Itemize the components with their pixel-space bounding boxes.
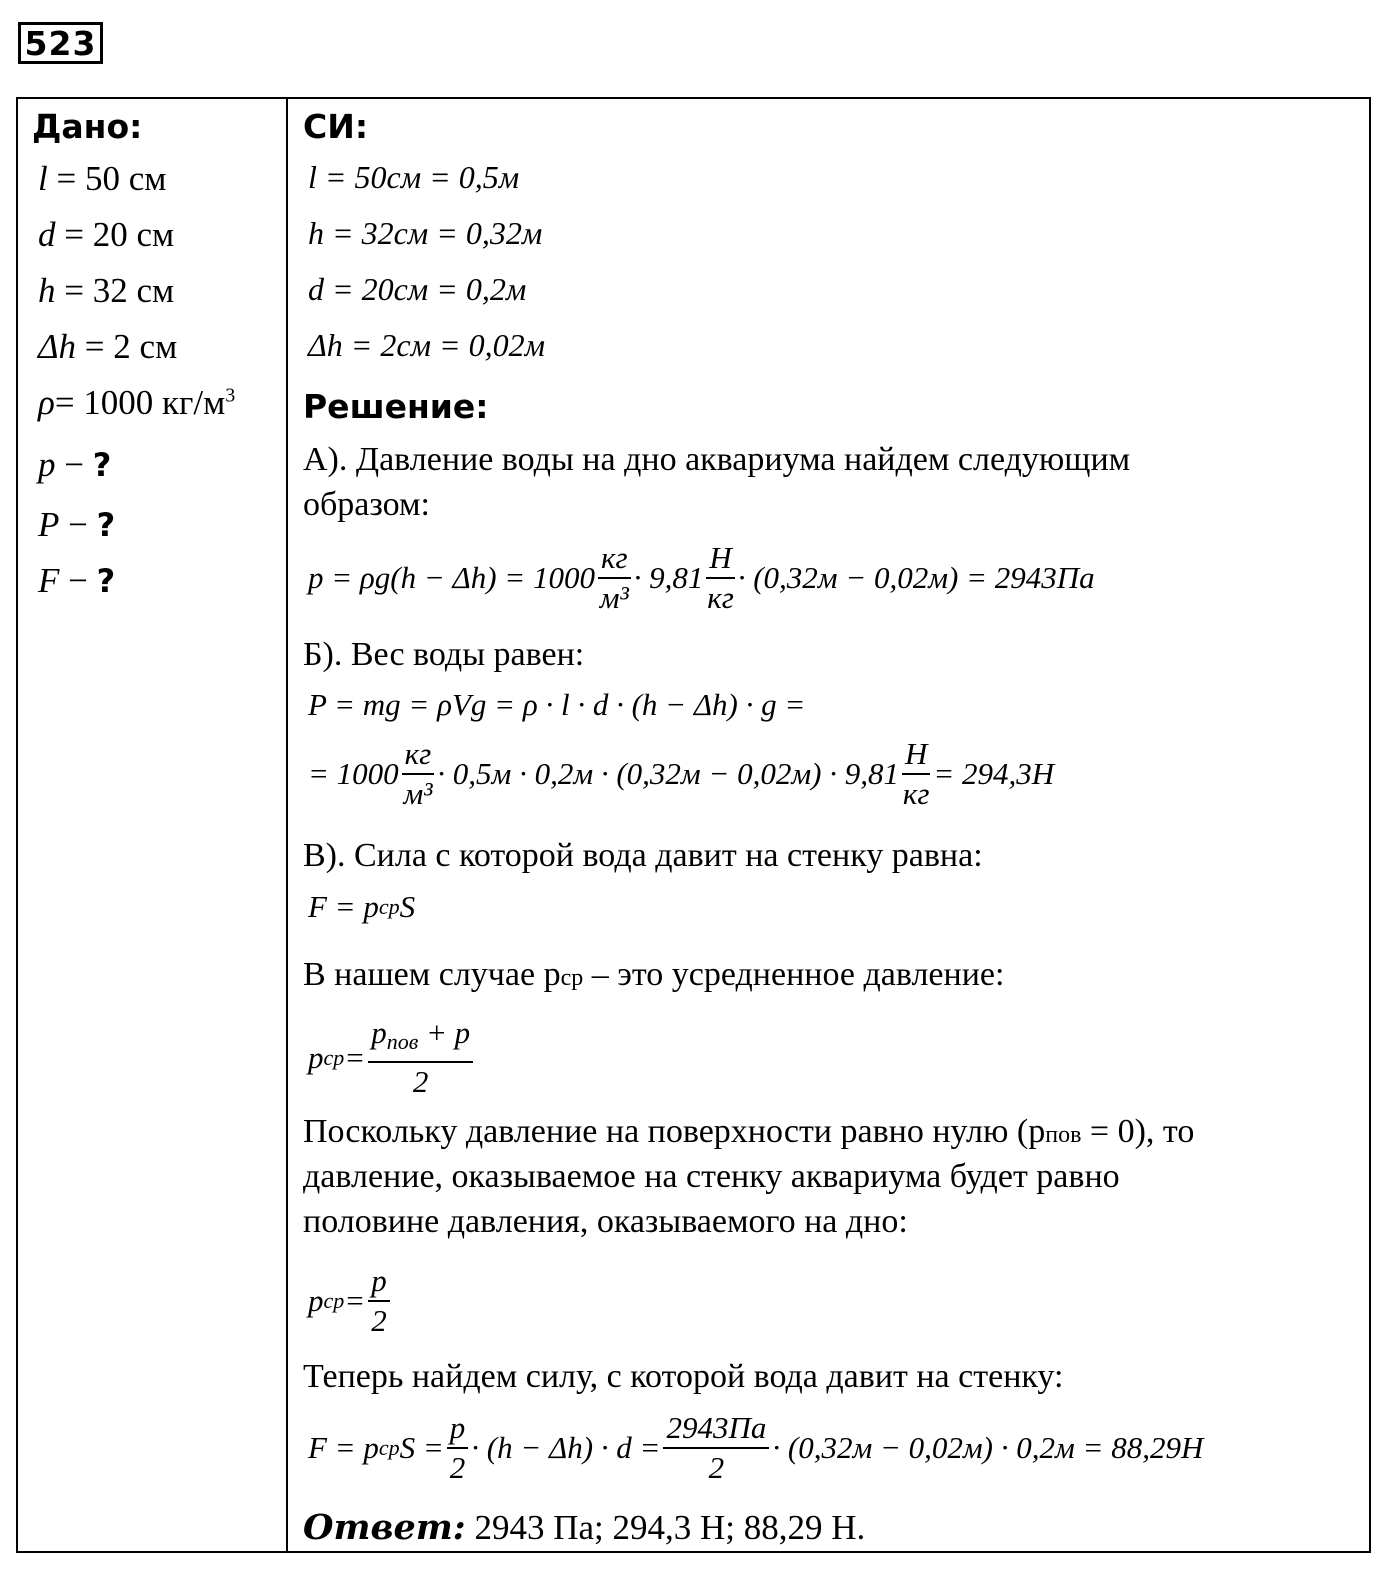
si-line: h = 32см = 0,32м (308, 215, 543, 251)
given-item: p − ? (38, 445, 112, 484)
given-header: Дано: (32, 107, 143, 146)
pressure-formula: p = ρg(h − Δh) = 1000 кг м³ · 9,81 Н кг · (0,32м − 0,02м) = 2943Па (308, 540, 1095, 615)
given-item: F − ? (38, 561, 116, 600)
given-item: d = 20 см (38, 215, 175, 254)
si-line: d = 20см = 0,2м (308, 271, 527, 307)
answer-label: Ответ: (303, 1507, 466, 1548)
explanation-line: Поскольку давление на поверхности равно нулю (pпов = 0), то (303, 1113, 1195, 1150)
explanation-line: половине давления, оказываемого на дно: (303, 1203, 908, 1240)
weight-formula-line2: = 1000 кг м³ · 0,5м · 0,2м · (0,32м − 0,02м) · 9,81 Н кг = 294,3Н (308, 736, 1055, 811)
answer (303, 1507, 865, 1548)
si-line: Δh = 2см = 0,02м (308, 327, 546, 363)
force-formula: F = p ср S (308, 889, 416, 924)
weight-formula-line1: P = mg = ρVg = ρ · l · d · (h − Δh) · g = (308, 687, 806, 722)
si-line: l = 50см = 0,5м (308, 159, 520, 195)
solution-header: Решение: (303, 387, 489, 426)
given-item: h = 32 см (38, 271, 175, 310)
problem-number: 523 (18, 22, 103, 64)
part-b-text: Б). Вес воды равен: (303, 636, 585, 673)
answer-value: 2943 Па; 294,3 Н; 88,29 Н. (465, 1508, 866, 1547)
explanation-line: давление, оказываемое на стенку аквариума будет равно (303, 1158, 1120, 1195)
given-item: l = 50 см (38, 159, 167, 198)
part-c-text: В). Сила с которой вода давит на стенку равна: (303, 837, 983, 874)
final-force-formula: F = p ср S = $\frac{p}{2}$ · (h − Δh) · d = 2943Па 2 · (0,32м − 0,02м) · 0,2м = 88,29Н (308, 1410, 1204, 1485)
half-pressure-formula: p ср = $\frac{p}{2}$ (308, 1262, 393, 1340)
part-a-text: А). Давление воды на дно аквариума найдем следующим (303, 441, 1131, 478)
solution-table (16, 97, 1371, 1553)
column-divider (286, 99, 288, 1551)
given-item: ρ= 1000 $кг/м^3$ (38, 383, 236, 422)
part-a-text: образом: (303, 486, 430, 523)
average-pressure-formula: p ср = pпов + p 2 (308, 1014, 476, 1101)
given-item: Δh = 2 см (38, 327, 178, 366)
average-pressure-note: В нашем случае pср – это усредненное давление: (303, 956, 1005, 993)
final-text: Теперь найдем силу, с которой вода давит на стенку: (303, 1358, 1064, 1395)
given-item: P − ? (38, 505, 116, 544)
si-header: СИ: (303, 107, 369, 146)
